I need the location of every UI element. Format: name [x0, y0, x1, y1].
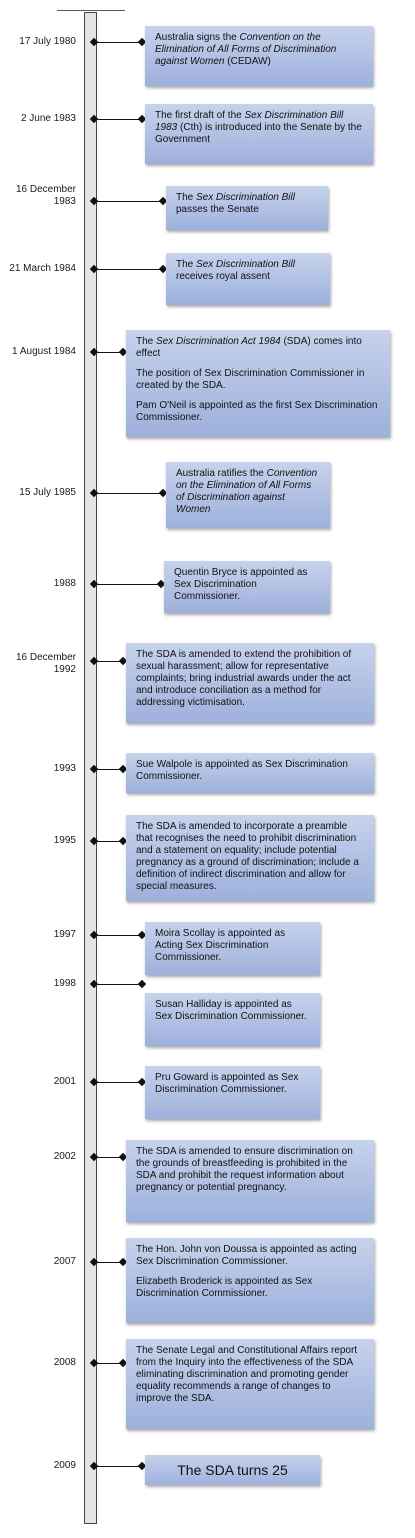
event-box [166, 186, 328, 230]
event-date: 1997 [53, 929, 76, 940]
event-paragraph [136, 1146, 364, 1194]
event-text: (Cth) is introduced into the Senate by the Government [155, 122, 362, 145]
event-paragraph [136, 821, 364, 893]
event-text: The Senate Legal and Constitutional Affairs report from the Inquiry into the effectiveness of the SDA eliminating discrimination and promoting gender equality recommends a range of changes to improve the SDA. [136, 1345, 358, 1404]
event-date: 17 July 1980 [19, 36, 76, 47]
event-date: 21 March 1984 [9, 263, 76, 274]
event-text: The first draft of the [155, 110, 245, 121]
event-box [126, 753, 374, 793]
event-box [145, 26, 373, 86]
event-box [126, 815, 374, 901]
event-box [126, 330, 390, 437]
event-paragraph [176, 468, 320, 516]
event-paragraph [176, 192, 318, 216]
event-date: 2 June 1983 [20, 113, 76, 124]
event-text: Elizabeth Broderick is appointed as Sex Discrimination Commissioner. [136, 1276, 313, 1299]
connector-line [97, 269, 166, 270]
event-paragraph [155, 999, 310, 1023]
event-text: (SDA) comes into effect [136, 336, 362, 359]
event-paragraph [176, 259, 320, 283]
event-text-italic: Convention on the Elimination of All Forms of Discrimination against Women [155, 32, 337, 67]
event-box [145, 993, 320, 1046]
timeline-top-rule [57, 10, 125, 11]
event-paragraph [153, 1461, 312, 1479]
event-date: 2009 [53, 1460, 76, 1471]
event-date: 2002 [53, 1151, 76, 1162]
event-text: Pam O'Neil is appointed as the first Sex Discrimination Commissioner. [136, 400, 378, 423]
event-date: 2008 [53, 1357, 76, 1368]
event-date: 2007 [53, 1256, 76, 1267]
event-box [126, 643, 374, 723]
event-text-italic: Sex Discrimination Act 1984 [156, 336, 281, 347]
event-paragraph [155, 110, 363, 146]
event-paragraph [155, 928, 310, 964]
box-diamond-marker [138, 980, 146, 988]
event-date: 2001 [53, 1076, 76, 1087]
event-paragraph [155, 1072, 310, 1096]
event-text: Australia ratifies the [176, 468, 267, 479]
event-paragraph [136, 759, 364, 783]
event-box [126, 1140, 374, 1222]
event-box [145, 1066, 320, 1119]
event-box [166, 253, 330, 305]
event-paragraph [136, 1276, 364, 1300]
event-date: 15 July 1985 [19, 487, 76, 498]
event-box [126, 1339, 374, 1429]
event-paragraph [136, 400, 380, 424]
event-date: 1988 [53, 578, 76, 589]
event-paragraph [136, 336, 380, 360]
event-box [164, 561, 330, 613]
event-date: 1993 [53, 763, 76, 774]
connector-line [97, 493, 166, 494]
event-text: receives royal assent [176, 271, 270, 282]
event-text: The [176, 259, 197, 270]
event-text: Pru Goward is appointed as Sex Discrimination Commissioner. [155, 1072, 299, 1095]
event-text: The Hon. John von Doussa is appointed as acting Sex Discrimination Commissioner. [136, 1244, 357, 1267]
event-text: Moira Scollay is appointed as Acting Sex Discrimination Commissioner. [155, 928, 286, 963]
connector-line [97, 584, 164, 585]
event-paragraph [136, 368, 380, 392]
event-paragraph [136, 1345, 364, 1405]
event-date: 1 August 1984 [12, 346, 76, 357]
event-text: The SDA is amended to ensure discrimination on the grounds of breastfeeding is prohibited in the SDA and prohibit the request information about pregnancy or potential pregnancy. [136, 1146, 353, 1193]
event-text: The position of Sex Discrimination Commissioner in created by the SDA. [136, 368, 365, 391]
event-paragraph [136, 1244, 364, 1268]
event-box [145, 104, 373, 164]
event-text: (CEDAW) [224, 56, 271, 67]
event-text: The [136, 336, 157, 347]
event-box [126, 1238, 374, 1323]
event-date: 1998 [53, 978, 76, 989]
event-text: Sue Walpole is appointed as Sex Discrimination Commissioner. [136, 759, 348, 782]
event-box [145, 922, 320, 975]
event-paragraph [174, 567, 320, 603]
event-box [166, 462, 330, 528]
event-text: The [176, 192, 197, 203]
event-text-italic: Sex Discrimination Bill 1983 [155, 110, 344, 133]
event-text-italic: Sex Discrimination Bill [196, 259, 295, 270]
event-text: Australia signs the [155, 32, 240, 43]
event-text-italic: Sex Discrimination Bill [196, 192, 295, 203]
event-text-italic: Convention on the Elimination of All Forms of Discrimination against Women [176, 468, 318, 515]
event-paragraph [136, 649, 364, 709]
event-text: The SDA turns 25 [177, 1462, 288, 1478]
event-text: The SDA is amended to incorporate a preamble that recognises the need to prohibit discrimination and a statement on equality; include potential pregnancy as a ground of discrimination; include a definition of indirect discrimination and allow for special measures. [136, 821, 359, 892]
event-date: 16 December 1983 [15, 184, 76, 207]
event-box [145, 1455, 320, 1485]
event-date: 16 December 1992 [15, 652, 76, 675]
event-date: 1995 [53, 835, 76, 846]
connector-line [97, 201, 166, 202]
event-paragraph [155, 32, 363, 68]
event-text: The SDA is amended to extend the prohibition of sexual harassment; allow for representative complaints; bring industrial awards under the act and introduce conciliation as a method for addressing victimisation. [136, 649, 352, 708]
event-text: passes the Senate [176, 204, 259, 215]
event-text: Susan Halliday is appointed as Sex Discrimination Commissioner. [155, 999, 307, 1022]
event-text: Quentin Bryce is appointed as Sex Discrimination Commissioner. [174, 567, 308, 602]
